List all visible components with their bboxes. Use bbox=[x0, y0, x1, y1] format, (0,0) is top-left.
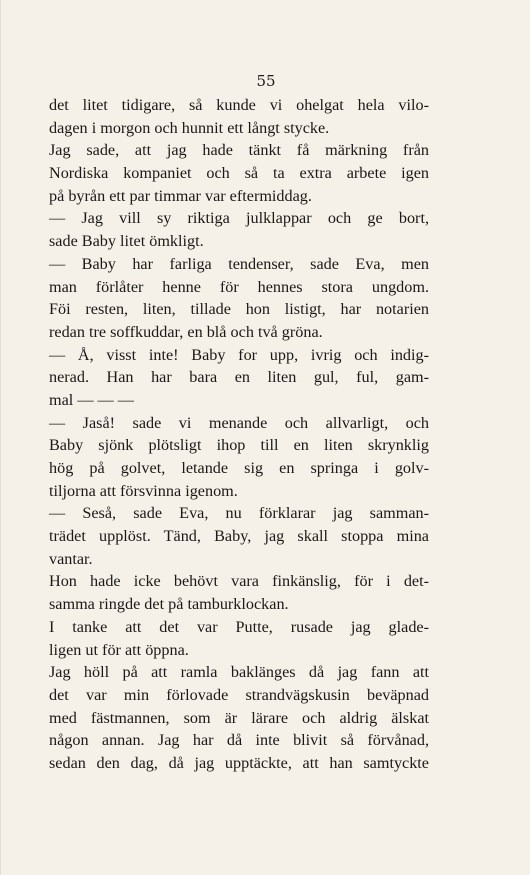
text-line: — Å, visst inte! Baby for upp, ivrig och indig- bbox=[49, 345, 429, 364]
text-line: mal — — — bbox=[49, 390, 134, 409]
text-line: Baby sjönk plötsligt ihop till en liten skrynklig bbox=[49, 436, 429, 455]
text-line: sade Baby litet ömkligt. bbox=[49, 232, 204, 251]
text-line: Jag sade, att jag hade tänkt få märkning från bbox=[49, 141, 429, 160]
text-line: samma ringde det på tamburklockan. bbox=[49, 595, 289, 614]
text-line: någon annan. Jag har då inte blivit så förvånad, bbox=[49, 731, 429, 750]
text-line: Hon hade icke behövt vara finkänslig, för i det- bbox=[49, 572, 429, 591]
text-line: I tanke att det var Putte, rusade jag glade- bbox=[49, 617, 429, 636]
text-line: vantar. bbox=[49, 549, 93, 568]
text-line: nerad. Han har bara en liten gul, ful, gam- bbox=[49, 368, 429, 387]
page-number: 55 bbox=[256, 72, 276, 90]
text-line: man förlåter henne för hennes stora ungdom. bbox=[49, 277, 429, 296]
text-line: — Baby har farliga tendenser, sade Eva, men bbox=[49, 254, 429, 273]
text-line: sedan den dag, då jag upptäckte, att han samtyckte bbox=[49, 753, 429, 772]
text-line: Nordiska kompaniet och så ta extra arbete igen bbox=[49, 164, 429, 183]
text-line: — Jag vill sy riktiga julklappar och ge bort, bbox=[49, 209, 429, 228]
text-line: på byrån ett par timmar var eftermiddag. bbox=[49, 186, 312, 205]
text-line: — Seså, sade Eva, nu förklarar jag samman- bbox=[49, 504, 429, 523]
text-line: Föi resten, liten, tillade hon listigt, har notarien bbox=[49, 300, 429, 319]
text-line: ligen ut för att öppna. bbox=[49, 640, 189, 659]
text-line: det var min förlovade strandvägskusin beväpnad bbox=[49, 685, 429, 704]
text-line: Jag höll på att ramla baklänges då jag fann att bbox=[49, 663, 429, 682]
text-line: dagen i morgon och hunnit ett långt stycke. bbox=[49, 118, 330, 137]
text-line: redan tre soffkuddar, en blå och två gröna. bbox=[49, 322, 323, 341]
text-line: tiljorna att försvinna igenom. bbox=[49, 481, 238, 500]
text-line: hög på golvet, letande sig en springa i golv- bbox=[49, 459, 429, 477]
text-line: med fästmannen, som är lärare och aldrig älskat bbox=[49, 708, 429, 727]
body-text bbox=[49, 94, 429, 775]
text-line: det litet tidigare, så kunde vi ohelgat hela vilo- bbox=[49, 96, 429, 114]
text-line: — Jaså! sade vi menande och allvarligt, och bbox=[49, 413, 429, 432]
text-line: trädet upplöst. Tänd, Baby, jag skall stoppa mina bbox=[49, 527, 429, 546]
